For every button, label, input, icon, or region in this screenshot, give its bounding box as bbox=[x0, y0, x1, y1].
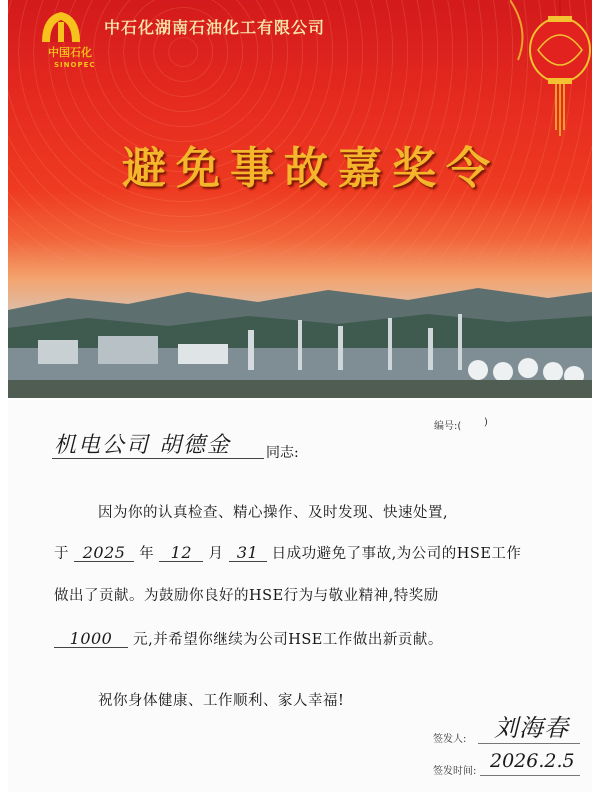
body-line-4 bbox=[54, 628, 443, 649]
issue-date-underline bbox=[480, 775, 580, 776]
award-title: 避免事故嘉奖令 bbox=[122, 143, 500, 194]
logo-text-cn: 中国石化 bbox=[48, 46, 92, 59]
line2-suffix: 日成功避免了事故,为公司的HSE工作 bbox=[271, 546, 522, 562]
body-line-1: 因为你的认真检查、精心操作、及时发现、快速处置, bbox=[98, 505, 449, 521]
lantern-icon bbox=[510, 0, 592, 140]
serial-number-label: 编号:( bbox=[434, 421, 462, 432]
recipient-underline bbox=[52, 458, 264, 459]
year-field: 2025 bbox=[74, 545, 134, 562]
certificate-body bbox=[8, 400, 592, 792]
award-cover bbox=[8, 0, 592, 398]
company-name: 中石化湖南石油化工有限公司 bbox=[104, 18, 326, 37]
refinery-photo bbox=[8, 270, 592, 398]
sinopec-sun-icon bbox=[38, 8, 84, 42]
cloud-pattern bbox=[8, 0, 592, 260]
line4-suffix: 元,并希望你继续为公司HSE工作做出新贡献。 bbox=[133, 632, 443, 648]
logo-text-en: SINOPEC bbox=[54, 61, 96, 69]
signer-signature: 刘海春 bbox=[494, 714, 569, 742]
issue-date-value: 2026.2.5 bbox=[490, 750, 575, 772]
blessing-line: 祝你身体健康、工作顺利、家人幸福! bbox=[98, 693, 345, 709]
line2-prefix: 于 bbox=[54, 546, 69, 562]
recipient-name: 机电公司 胡德金 bbox=[54, 433, 231, 458]
month-unit: 月 bbox=[208, 546, 224, 562]
amount-field: 1000 bbox=[54, 631, 128, 648]
serial-number-value: ) bbox=[484, 417, 488, 428]
signer-underline bbox=[478, 743, 580, 744]
sinopec-logo bbox=[30, 8, 96, 70]
month-field: 12 bbox=[159, 545, 203, 562]
body-line-3: 做出了贡献。为鼓励你良好的HSE行为与敬业精神,特奖励 bbox=[54, 588, 439, 604]
issue-date-label: 签发时间: bbox=[433, 766, 477, 777]
salutation: 同志: bbox=[266, 445, 299, 461]
signer-label: 签发人: bbox=[433, 734, 467, 745]
year-unit: 年 bbox=[139, 546, 155, 562]
body-line-2 bbox=[54, 542, 521, 563]
day-field: 31 bbox=[229, 545, 267, 562]
